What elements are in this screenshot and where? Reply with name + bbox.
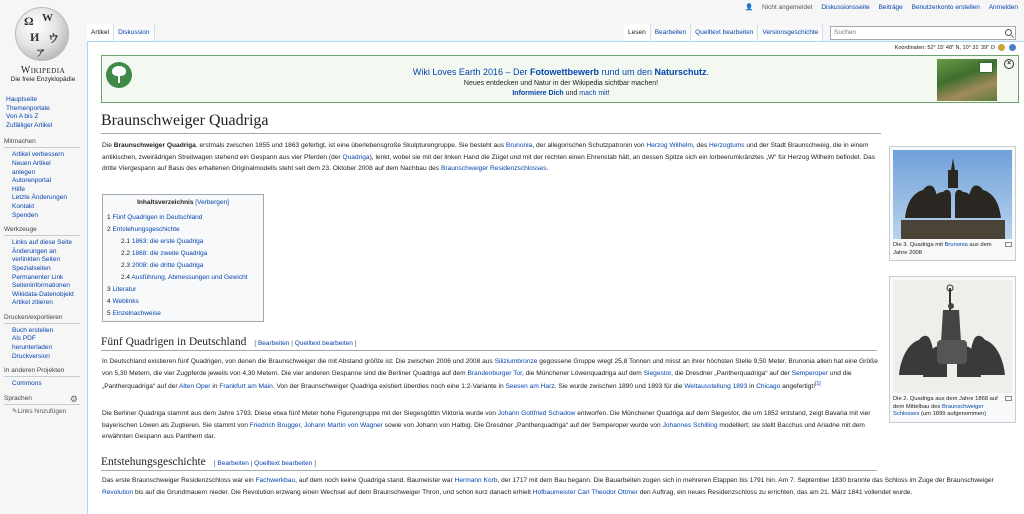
sidebar-item[interactable]: Autorenportal bbox=[12, 177, 52, 185]
banner-text: ! bbox=[607, 90, 610, 97]
namespace-tabs bbox=[87, 24, 155, 41]
banner-text: . bbox=[706, 67, 710, 77]
sidebar-item[interactable]: Kontakt bbox=[12, 202, 35, 210]
sidebar-item-zufall[interactable]: Zufälliger Artikel bbox=[6, 121, 53, 129]
text: in bbox=[210, 383, 220, 391]
banner-cta bbox=[102, 90, 1020, 97]
toc-item[interactable] bbox=[107, 214, 202, 221]
sidebar-heading: Werkzeuge bbox=[4, 226, 80, 236]
anon-label: Nicht angemeldet bbox=[761, 4, 813, 11]
logo-wordmark: Wikipedia bbox=[20, 65, 66, 76]
intro-text: . bbox=[546, 165, 549, 173]
toc-label: 1868: die zweite Quadriga bbox=[131, 250, 208, 257]
banner-link-mach-mit[interactable]: mach mit bbox=[579, 90, 608, 97]
link[interactable]: Siliziumbronze bbox=[494, 358, 538, 365]
edit-link[interactable]: Bearbeiten bbox=[217, 460, 249, 467]
link-herzog-wilhelm[interactable]: Herzog Wilhelm bbox=[646, 142, 693, 149]
toc-num: 4 bbox=[107, 298, 111, 305]
search-icon[interactable] bbox=[1005, 29, 1012, 36]
sidebar-item[interactable]: Artikel zitieren bbox=[12, 299, 53, 307]
sidebar-item[interactable]: Letzte Änderungen bbox=[12, 194, 67, 202]
page-title: Braunschweiger Quadriga bbox=[101, 112, 881, 134]
content-area bbox=[87, 41, 1024, 514]
toc-label: Fünf Quadrigen in Deutschland bbox=[112, 214, 203, 221]
paragraph bbox=[102, 475, 1020, 498]
caption-text: aus dem Jahre 2008 bbox=[893, 242, 992, 256]
link[interactable]: Fachwerkbau bbox=[255, 477, 296, 484]
link-quadriga[interactable]: Quadriga bbox=[342, 153, 370, 161]
toc-num: 3 bbox=[107, 286, 111, 293]
toc-item[interactable] bbox=[107, 310, 161, 317]
sidebar-item[interactable]: Hilfe bbox=[12, 185, 26, 193]
caption-text: Die 3. Quadriga mit bbox=[893, 242, 945, 248]
link[interactable]: Johann Gottfried Schadow bbox=[497, 410, 576, 417]
text: . Von der Braunschweiger Quadriga existiert überdies noch eine 1:2-Variante in bbox=[272, 383, 506, 391]
text: Das erste Braunschweiger Residenzschloss war ein bbox=[102, 477, 256, 484]
link[interactable]: Carl Theodor Ottmer bbox=[577, 488, 638, 496]
globe-icon: Ω W И ウ ア bbox=[15, 7, 69, 61]
sidebar-drucken bbox=[0, 314, 86, 361]
toc-title: Inhaltsverzeichnis bbox=[137, 199, 194, 206]
section-heading bbox=[101, 456, 877, 471]
login-link[interactable]: Anmelden bbox=[988, 4, 1018, 11]
contributions-link[interactable]: Beiträge bbox=[878, 4, 903, 11]
link[interactable]: Revolution bbox=[102, 488, 134, 496]
text: bis auf die Grundmauern nieder. Die Revolution erzwang einen Wechsel auf dem Braunschweiger Thron, und schon kurz danach erhielt bbox=[133, 488, 533, 496]
text: den Auftrag, ein neues Residenzschloss zu errichten, das am 21. März 1841 vollendet wurde. bbox=[637, 488, 913, 496]
intro-paragraph: Die Braunschweiger Quadriga, erstmals zwischen 1855 und 1863 gefertigt, ist eine überlebensgroße Skulpturengruppe. Sie besteht aus Brunonia, der allegorischen Schutzpatronin von Herzog Wilhelm, des Herzogtums und der Stadt Braunschweig, die in einem antikischen, zweirädrigen Streitwagen stehend ein Gespann aus vier Pferden (der Quadriga), lenkt, wobei sie mit der linken Hand die Zügel und mit der rechten einen Ehrenstab hält, an dessen Spitze sich ein lorbeerumkränztes „W“ für Herzog Wilhelm befindet. Das dritte Viergespann auf Basis des erhaltenen Originalmodells steht seit dem 23. Oktober 2008 auf dem Nachbau des Braunschweiger Residenzschlosses. bbox=[102, 142, 875, 173]
sidebar-item[interactable]: Neuen Artikel anlegen bbox=[12, 159, 51, 176]
sidebar-item[interactable]: Commons bbox=[12, 380, 42, 388]
toc-item[interactable] bbox=[121, 262, 203, 269]
sidebar-heading: Sprachen bbox=[4, 395, 80, 405]
paragraph bbox=[102, 408, 878, 443]
text: , auf dem noch keine Quadriga stand. Baumeister war bbox=[295, 477, 455, 484]
reference-link[interactable]: [1] bbox=[815, 381, 821, 388]
thumbnail-caption bbox=[893, 396, 1012, 419]
toc-label: Entstehungsgeschichte bbox=[112, 226, 180, 233]
link[interactable]: Alten Oper bbox=[178, 383, 211, 391]
sidebar-item[interactable]: Als PDF herunterladen bbox=[12, 335, 53, 352]
text: gegossene Gruppe wiegt 25,8 Tonnen und misst an ihrer höchsten Stelle 9,50 Meter. Brunonia allein hat eine Größe von 5,30 Metern, die vier Zugpferde jeweils von 4,30 Metern. Die vier anderen Gespanne sind die Berliner Quadriga auf dem bbox=[102, 358, 878, 377]
thumbnail bbox=[889, 276, 1016, 423]
create-account-link[interactable]: Benutzerkonto erstellen bbox=[911, 4, 980, 11]
link-brunonia[interactable]: Brunonia bbox=[505, 142, 533, 149]
sidebar-heading: Drucken/exportieren bbox=[4, 314, 80, 324]
banner-text: Wiki Loves Earth 2016 – Der bbox=[412, 67, 530, 77]
talk-link[interactable]: Diskussionsseite bbox=[821, 4, 870, 11]
thumbnail-caption bbox=[893, 242, 1012, 257]
toc-label: 2008: die dritte Quadriga bbox=[131, 262, 204, 269]
banner-link-fotowettbewerb[interactable]: Fotowettbewerb bbox=[529, 67, 599, 77]
toc-num: 5 bbox=[107, 310, 111, 317]
caption-text: Die 2. Quadriga aus dem Jahre 1868 auf dem Mittelbau des bbox=[893, 396, 998, 410]
sidebar-item[interactable]: Spezialseiten bbox=[12, 264, 51, 272]
toc-header bbox=[103, 199, 263, 206]
intro-text: ), lenkt, wobei sie mit der linken Hand die Zügel und mit der rechten einen Ehrenstab hält, an dessen Spitze sich ein lorbeerumkränztes „W“ für Herzog Wilhelm befindet. Das dritte Viergespann auf Basis des erhaltenen Originalmodells steht seit dem 23. Oktober 2008 auf dem Nachbau des bbox=[102, 153, 875, 173]
text: Die Berliner Quadriga stammt aus dem Jahre 1793. Diese etwa fünf Meter hohe Figurengruppe mit der Siegesgöttin Viktoria wurde von bbox=[102, 410, 498, 417]
sidebar-item[interactable]: Spenden bbox=[12, 211, 39, 219]
quadriga-photo-2008[interactable] bbox=[893, 150, 1012, 239]
sidebar-item[interactable]: Druckversion bbox=[12, 352, 50, 360]
tab-bearbeiten[interactable]: Bearbeiten bbox=[651, 24, 691, 41]
banner-photo[interactable] bbox=[937, 59, 997, 101]
link[interactable]: Hofbaumeister bbox=[532, 488, 576, 496]
intro-bold: Braunschweiger Quadriga bbox=[113, 142, 196, 149]
link[interactable]: Hermann Korb bbox=[454, 477, 498, 484]
text: angefertigt! bbox=[780, 383, 816, 391]
edit-link[interactable]: Bearbeiten bbox=[257, 340, 290, 347]
text: , die Dresdner „Pantherquadriga“ auf der bbox=[671, 369, 792, 377]
gear-icon[interactable]: ⚙ bbox=[69, 393, 78, 404]
link[interactable]: Weltausstellung 1893 bbox=[684, 383, 748, 391]
sidebar-heading: In anderen Projekten bbox=[4, 367, 80, 377]
intro-text: , erstmals zwischen 1855 und 1863 gefertigt, ist eine überlebensgroße Skulpturengruppe. Sie besteht aus bbox=[195, 142, 506, 149]
sidebar-item-hauptseite[interactable]: Hauptseite bbox=[6, 96, 38, 103]
text: sowie von Johann von Halbig. Die Dresdner „Pantherquadriga“ auf der Semperoper wurde von bbox=[382, 421, 663, 429]
intro-text: , der allegorischen Schutzpatronin von bbox=[532, 142, 647, 149]
globe-map-icon[interactable] bbox=[1009, 44, 1016, 51]
link[interactable]: Frankfurt am Main bbox=[219, 383, 273, 391]
banner-headline bbox=[102, 67, 1020, 77]
tab-diskussion[interactable]: Diskussion bbox=[114, 24, 154, 41]
toc-item[interactable] bbox=[107, 298, 139, 305]
wikipedia-logo[interactable] bbox=[0, 0, 86, 90]
table-of-contents bbox=[102, 194, 264, 322]
section-title: Entstehungsgeschichte bbox=[101, 456, 206, 468]
toc-num: 2.3 bbox=[121, 262, 131, 269]
toc-num: 2.4 bbox=[121, 274, 131, 281]
link[interactable]: Siegestor bbox=[643, 369, 672, 377]
add-links-link[interactable] bbox=[0, 408, 86, 417]
toc-num: 2 bbox=[107, 226, 111, 233]
text: , die Münchener Löwenquadriga auf dem bbox=[521, 369, 644, 377]
link-herzogtum[interactable]: Herzogtums bbox=[709, 142, 745, 149]
text: In Deutschland existieren fünf Quadrigen, von denen die Braunschweiger die mit Abstand größte ist: Die zwischen 2006 und 2008 aus bbox=[102, 358, 495, 365]
link[interactable]: Seesen am Harz bbox=[505, 383, 555, 391]
toc-item[interactable] bbox=[107, 286, 136, 293]
sidebar bbox=[0, 96, 86, 422]
paragraph bbox=[102, 356, 878, 393]
sidebar-main-nav bbox=[0, 96, 86, 130]
link[interactable]: Brunonia bbox=[944, 242, 968, 248]
text: . Sie wurde zwischen 1890 und 1893 für die bbox=[554, 383, 685, 391]
tab-quelltext[interactable]: Quelltext bearbeiten bbox=[691, 24, 758, 41]
sidebar-item[interactable]: Artikel verbessern bbox=[12, 151, 65, 159]
quadriga-photo-1868[interactable] bbox=[893, 280, 1012, 393]
quadriga-engraving-icon bbox=[893, 280, 1012, 393]
sidebar-item[interactable]: Buch erstellen bbox=[12, 326, 54, 334]
toc-label: 1863: die erste Quadriga bbox=[131, 238, 204, 245]
link[interactable]: Semperoper bbox=[791, 369, 829, 377]
caption-text: (um 1899 aufgenommen) bbox=[919, 411, 987, 417]
search-placeholder: Suchen bbox=[834, 29, 857, 36]
add-links-label: Links hinzufügen bbox=[17, 407, 67, 415]
personal-tools bbox=[738, 3, 1018, 11]
sidebar-sprachen bbox=[0, 395, 86, 417]
coordinates[interactable] bbox=[895, 44, 1016, 51]
banner-subline: Neues entdecken und Natur in der Wikipedia sichtbar machen! bbox=[463, 80, 659, 87]
site-notice-banner bbox=[101, 55, 1019, 103]
sidebar-item[interactable]: Links auf diese Seite bbox=[12, 239, 72, 247]
banner-text: und bbox=[563, 90, 580, 97]
link[interactable]: Chicago bbox=[756, 383, 781, 391]
enlarge-icon[interactable] bbox=[1005, 396, 1012, 401]
text: , der 1717 mit dem Bau begann. Die Bauarbeiten zogen sich in mehreren Etappen bis 1791 hin. Am 7. September 1830 brannte das Schloss im Zuge der Braunschweiger bbox=[497, 477, 994, 484]
sidebar-heading: Mitmachen bbox=[4, 138, 80, 148]
banner-link-naturschutz[interactable]: Naturschutz bbox=[654, 67, 707, 77]
banner-link-informiere[interactable]: Informiere Dich bbox=[512, 90, 564, 97]
enlarge-icon[interactable] bbox=[1005, 242, 1012, 247]
toc-label: Einzelnachweise bbox=[112, 310, 161, 317]
toc-item[interactable] bbox=[121, 274, 248, 281]
toc-label: Ausführung, Abmessungen und Gewicht bbox=[131, 274, 248, 281]
search-input[interactable] bbox=[830, 26, 1016, 40]
text: und die „Pantherquadriga“ auf der bbox=[102, 369, 852, 391]
link[interactable]: Braunschweiger Schlosses bbox=[893, 403, 984, 417]
text: in bbox=[747, 383, 757, 391]
map-icon[interactable] bbox=[998, 44, 1005, 51]
intro-text: und der Stadt Braunschweig, die in einem antikischen, zweirädrigen Streitwagen stehend ein Gespann aus vier Pferden (der bbox=[102, 142, 869, 161]
banner-text: rund um den bbox=[598, 67, 655, 77]
toc-num: 1 bbox=[107, 214, 111, 221]
toc-label: Literatur bbox=[112, 286, 137, 293]
section-title: Fünf Quadrigen in Deutschland bbox=[101, 336, 247, 348]
toc-label: Weblinks bbox=[112, 298, 139, 305]
sidebar-mitmachen bbox=[0, 138, 86, 220]
view-tabs bbox=[624, 24, 823, 41]
sidebar-item[interactable]: Permanenter Link bbox=[12, 273, 64, 281]
tab-lesen[interactable]: Lesen bbox=[624, 24, 651, 41]
sidebar-werkzeuge bbox=[0, 226, 86, 308]
link[interactable]: Johann Martin von Wagner bbox=[303, 421, 383, 429]
link[interactable]: Brandenburger Tor bbox=[467, 369, 522, 377]
section-edit-links: [ Bearbeiten | Quelltext bearbeiten ] bbox=[213, 460, 316, 467]
pencil-icon: ✎ bbox=[12, 407, 18, 415]
toc-item[interactable] bbox=[121, 250, 207, 257]
section-heading bbox=[101, 336, 877, 351]
toc-num: 2.1 bbox=[121, 238, 131, 245]
text: , bbox=[300, 421, 304, 429]
link-residenzschloss[interactable]: Braunschweiger Residenzschlosses bbox=[440, 165, 547, 173]
logo-tagline: Die freie Enzyklopädie bbox=[10, 76, 76, 83]
link[interactable]: Friedrich Brugger bbox=[249, 421, 301, 429]
toc-item[interactable] bbox=[107, 226, 180, 233]
toc-item[interactable] bbox=[121, 238, 203, 245]
edit-source-link[interactable]: Quelltext bearbeiten bbox=[294, 340, 353, 347]
quadriga-silhouette-icon bbox=[893, 150, 1012, 239]
tab-artikel[interactable]: Artikel bbox=[87, 24, 114, 41]
edit-source-link[interactable]: Quelltext bearbeiten bbox=[254, 460, 313, 467]
sidebar-item[interactable]: Seiteninformationen bbox=[12, 282, 70, 290]
toc-num: 2.2 bbox=[121, 250, 131, 257]
sidebar-item-themenportale[interactable]: Themenportale bbox=[6, 104, 50, 112]
text: entworfen. Die Münchener Quadriga auf dem Siegestor, die um 1852 entstand, zeigt Bavaria mit vier bayerischen Löwen als Zugtieren. Sie stammt von bbox=[102, 410, 871, 429]
sidebar-projekte bbox=[0, 367, 86, 389]
text: modelliert; sie stellt Bacchus und Ariadne mit dem erwähnten Gespann aus Panthern dar. bbox=[102, 421, 865, 441]
toc-toggle[interactable]: [Verbergen] bbox=[195, 199, 229, 206]
sidebar-item[interactable]: Änderungen an verlinkten Seiten bbox=[12, 247, 61, 264]
link[interactable]: Johannes Schilling bbox=[662, 421, 718, 429]
section-edit-links: [ Bearbeiten | Quelltext bearbeiten ] bbox=[254, 340, 357, 347]
sidebar-item[interactable]: Wikidata-Datenobjekt bbox=[12, 290, 74, 298]
anon-status: 👤 Nicht angemeldet bbox=[745, 4, 813, 11]
close-icon[interactable]: × bbox=[1004, 59, 1014, 69]
intro-text: , des bbox=[692, 142, 710, 149]
tab-versionsgeschichte[interactable]: Versionsgeschichte bbox=[758, 24, 823, 41]
sidebar-item-a-bis-z[interactable]: Von A bis Z bbox=[6, 113, 39, 121]
thumbnail bbox=[889, 146, 1016, 261]
coordinates-text: Koordinaten: 52° 15′ 48″ N, 10° 31′ 39″ O bbox=[894, 44, 995, 51]
